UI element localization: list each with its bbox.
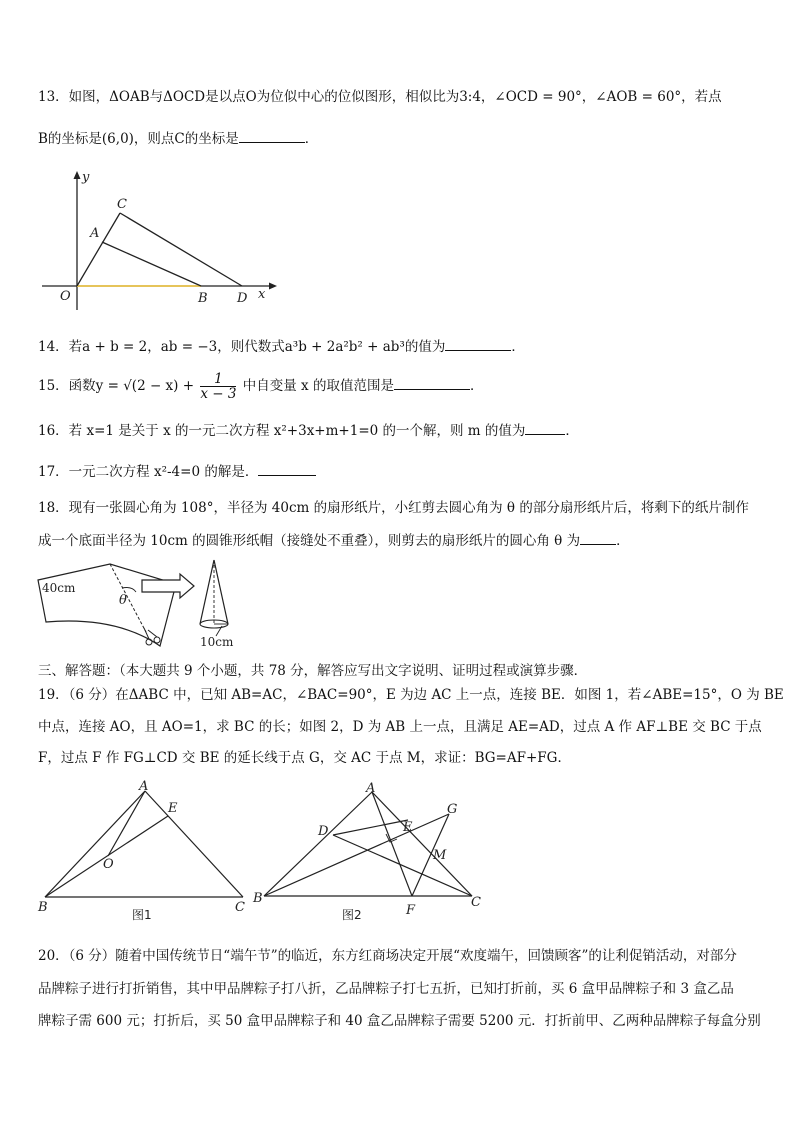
label-a: A — [90, 226, 100, 241]
q15-line: 15．函数y = √(2 − x) + $\frac{1}{x - 3}$ 中自变量 x 的取值范围是 ． — [38, 371, 484, 402]
q15-fraction: $\frac{1}{x - 3}$ — [200, 371, 237, 402]
label-c: C — [471, 895, 481, 910]
segment-af — [372, 792, 412, 896]
q20-line1: 20．（6 分）随着中国传统节日“端午节”的临近，东方红商场决定开展“欢度端午，回馈顾客”的让利促销活动，对部分 — [38, 948, 737, 964]
cone-icon — [200, 560, 228, 636]
segment-oc — [77, 213, 120, 286]
q19-line3: F，过点 F 作 FG⊥CD 交 BE 的延长线于点 G，交 AC 于点 M，求证：BG=AF+FG． — [38, 750, 571, 766]
label-b: B — [38, 900, 48, 915]
label-g: G — [447, 802, 458, 817]
x-axis-arrow-icon — [269, 283, 277, 290]
q19-line2: 中点，连接 AO，且 AO=1，求 BC 的长；如图 2，D 为 AB 上一点，且满足 AE=AD，过点 A 作 AF⊥BE 交 BC 于点 — [38, 719, 762, 735]
label-e: E — [403, 820, 413, 835]
q20-line2: 品牌粽子进行打折销售，其中甲品牌粽子打八折，乙品牌粽子打七五折，已知打折前，买 6 盒甲品牌粽子和 3 盒乙品 — [38, 981, 734, 997]
label-theta: θ — [119, 593, 127, 608]
q18-line2: 成一个底面半径为 10cm 的圆锥形纸帽（接缝处不重叠），则剪去的扇形纸片的圆心角 θ 为 ． — [38, 533, 630, 549]
q13-answer-blank[interactable] — [239, 130, 305, 143]
q20-line3: 牌粽子需 600 元；打折后，买 50 盒甲品牌粽子和 40 盒乙品牌粽子需要 5200 元．打折前甲、乙两种品牌粽子每盒分别 — [38, 1013, 761, 1029]
figure1-caption: 图1 — [132, 908, 152, 922]
label-c: C — [117, 197, 127, 212]
segment-cd — [120, 213, 242, 286]
q14-line: 14．若a + b = 2，ab = −3，则代数式a³b + 2a²b² + ab³的值为 ． — [38, 339, 525, 355]
label-x: x — [258, 287, 266, 302]
label-b: B — [198, 291, 208, 306]
label-m: M — [433, 848, 447, 863]
label-d: D — [237, 291, 248, 306]
q18-answer-blank[interactable] — [580, 532, 616, 545]
figure2-caption: 图2 — [342, 908, 362, 922]
q13-line2: B的坐标是(6,0)，则点C的坐标是 ． — [38, 131, 319, 147]
label-o: O — [60, 289, 71, 304]
segment-dc — [333, 835, 472, 896]
q16-line: 16．若 x=1 是关于 x 的一元二次方程 x²+3x+m+1=0 的一个解，则 m 的值为 ． — [38, 423, 579, 439]
q19-figure-2 — [250, 780, 490, 925]
segment-de — [333, 820, 408, 835]
label-a: A — [366, 781, 376, 796]
label-y: y — [82, 170, 90, 185]
q13-line1: 13．如图，ΔOAB与ΔOCD是以点O为位似中心的位似图形，相似比为3:4，∠OCD = 90°，∠AOB = 60°，若点 — [38, 89, 722, 105]
segment-bg — [264, 814, 449, 896]
sector-shape — [38, 564, 176, 646]
q16-answer-blank[interactable] — [525, 422, 565, 435]
q17-line: 17．一元二次方程 x²-4=0 的解是． — [38, 463, 316, 481]
q13-figure — [36, 165, 286, 315]
segment-ab — [45, 791, 145, 897]
q14-answer-blank[interactable] — [445, 338, 511, 351]
label-e: E — [168, 801, 178, 816]
section3-title: 三、解答题：（本大题共 9 个小题，共 78 分，解答应写出文字说明、证明过程或演算步骤． — [38, 663, 588, 679]
label-f: F — [406, 903, 416, 918]
q19-line1: 19．（6 分）在ΔABC 中，已知 AB=AC，∠BAC=90°，E 为边 AC 上一点，连接 BE．如图 1，若∠ABE=15°，O 为 BE — [38, 687, 784, 703]
label-40cm: 40cm — [42, 581, 76, 595]
segment-ab — [102, 242, 201, 286]
q18-figure — [36, 556, 236, 656]
label-c: C — [235, 900, 245, 915]
q18-line1: 18．现有一张圆心角为 108°，半径为 40cm 的扇形纸片，小红剪去圆心角为 θ 的部分扇形纸片后，将剩下的纸片制作 — [38, 500, 749, 516]
segment-ac — [145, 791, 243, 897]
label-a: A — [139, 780, 149, 794]
q15-answer-blank[interactable] — [394, 377, 470, 390]
label-10cm: 10cm — [200, 635, 234, 649]
q17-answer-blank[interactable] — [258, 463, 316, 476]
label-b: B — [253, 891, 263, 906]
q19-figure-1 — [36, 780, 256, 925]
label-d: D — [318, 824, 329, 839]
segment-ab — [264, 792, 372, 896]
y-axis-arrow-icon — [74, 171, 81, 179]
label-o: O — [103, 857, 114, 872]
